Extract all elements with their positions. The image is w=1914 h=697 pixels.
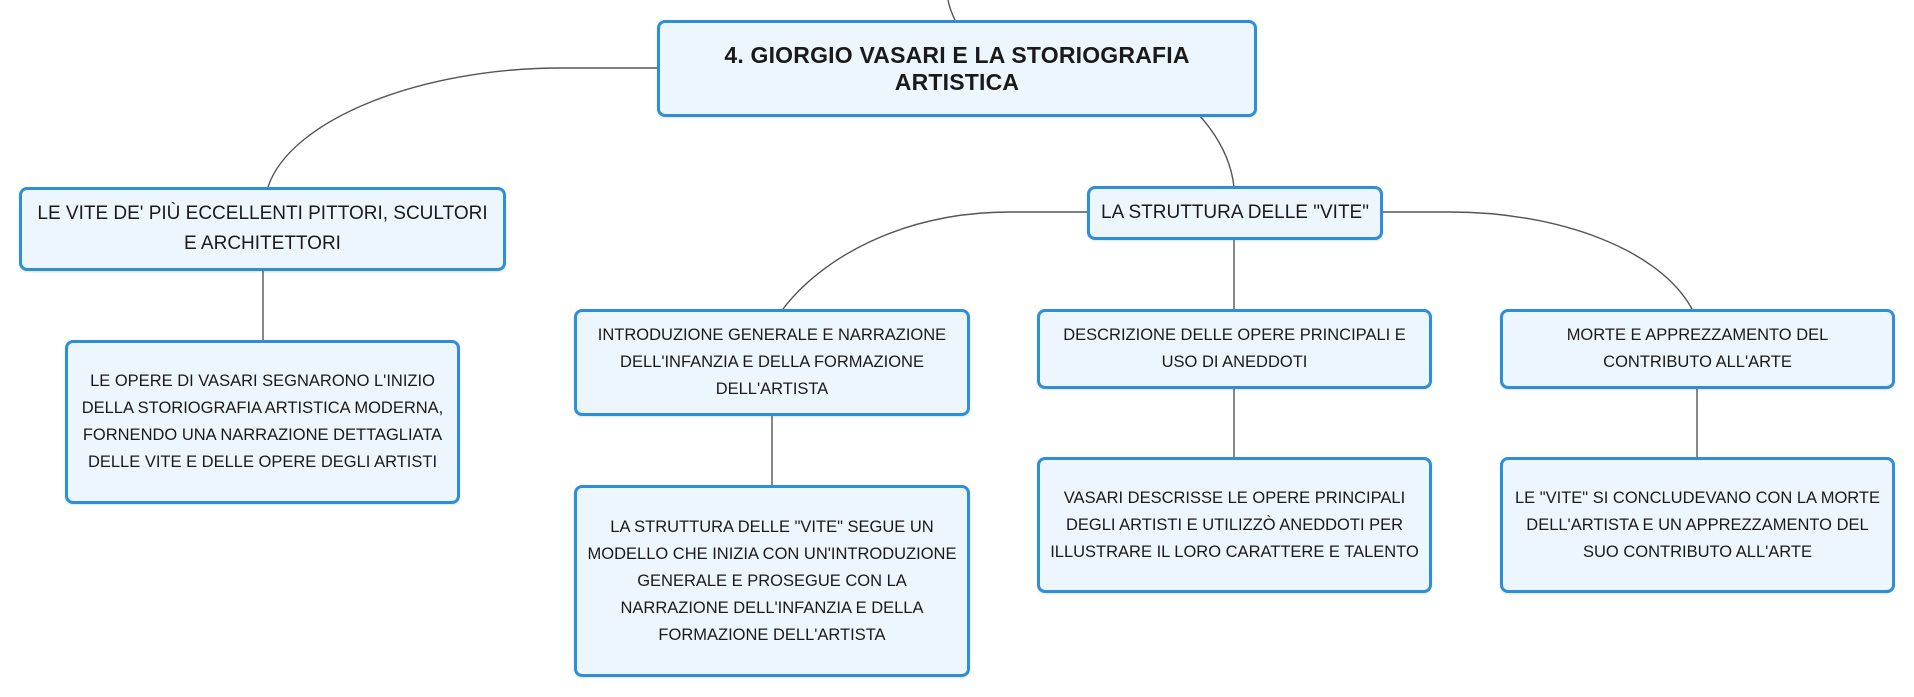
leaf-node-intro[interactable] (574, 485, 970, 677)
connector-struttura-to-morte (1380, 212, 1692, 309)
sub-node-intro-label: INTRODUZIONE GENERALE E NARRAZIONE DELL'INFANZIA E DELLA FORMAZIONE DELL'ARTISTA (597, 326, 947, 398)
leaf-node-vite-label: LE OPERE DI VASARI SEGNARONO L'INIZIO DELLA STORIOGRAFIA ARTISTICA MODERNA, FORNENDO UNA NARRAZIONE DETTAGLIATA DELLE VITE E DELLE OPERE DEGLI ARTISTI (81, 372, 444, 471)
connector-root-to-vite (268, 68, 657, 187)
branch-node-struttura[interactable] (1087, 186, 1383, 240)
sub-node-morte[interactable] (1500, 309, 1895, 389)
root-node-label: 4. GIORGIO VASARI E LA STORIOGRAFIA ARTISTICA (724, 41, 1190, 95)
connector-root-to-struttura (1200, 116, 1234, 187)
leaf-node-morte-label: LE "VITE" SI CONCLUDEVANO CON LA MORTE DELL'ARTISTA E UN APPREZZAMENTO DEL SUO CONTRIBUTO ALL'ARTE (1514, 488, 1880, 561)
leaf-node-intro-label: LA STRUTTURA DELLE "VITE" SEGUE UN MODELLO CHE INIZIA CON UN'INTRODUZIONE GENERALE E PROSEGUE CON LA NARRAZIONE DELL'INFANZIA E DELLA FORMAZIONE DELL'ARTISTA (587, 517, 957, 644)
leaf-node-vite[interactable] (65, 340, 460, 504)
leaf-node-morte[interactable] (1500, 457, 1895, 593)
connector-root-parent (948, 0, 955, 20)
branch-node-vite-label: LE VITE DE' PIÙ ECCELLENTI PITTORI, SCULTORI E ARCHITETTORI (37, 203, 488, 254)
sub-node-intro[interactable] (574, 309, 970, 416)
connector-struttura-to-intro (783, 212, 1089, 309)
sub-node-morte-label: MORTE E APPREZZAMENTO DEL CONTRIBUTO ALL'ARTE (1566, 326, 1829, 371)
sub-node-descrizione-label: DESCRIZIONE DELLE OPERE PRINCIPALI E USO DI ANEDDOTI (1063, 326, 1406, 371)
leaf-node-descrizione[interactable] (1037, 457, 1432, 593)
branch-node-struttura-label: LA STRUTTURA DELLE "VITE" (1101, 202, 1369, 223)
sub-node-descrizione[interactable] (1037, 309, 1432, 389)
leaf-node-descrizione-label: VASARI DESCRISSE LE OPERE PRINCIPALI DEGLI ARTISTI E UTILIZZÒ ANEDDOTI PER ILLUSTRARE IL LORO CARATTERE E TALENTO (1050, 488, 1419, 561)
branch-node-vite[interactable] (19, 187, 506, 271)
root-node[interactable] (657, 20, 1257, 117)
